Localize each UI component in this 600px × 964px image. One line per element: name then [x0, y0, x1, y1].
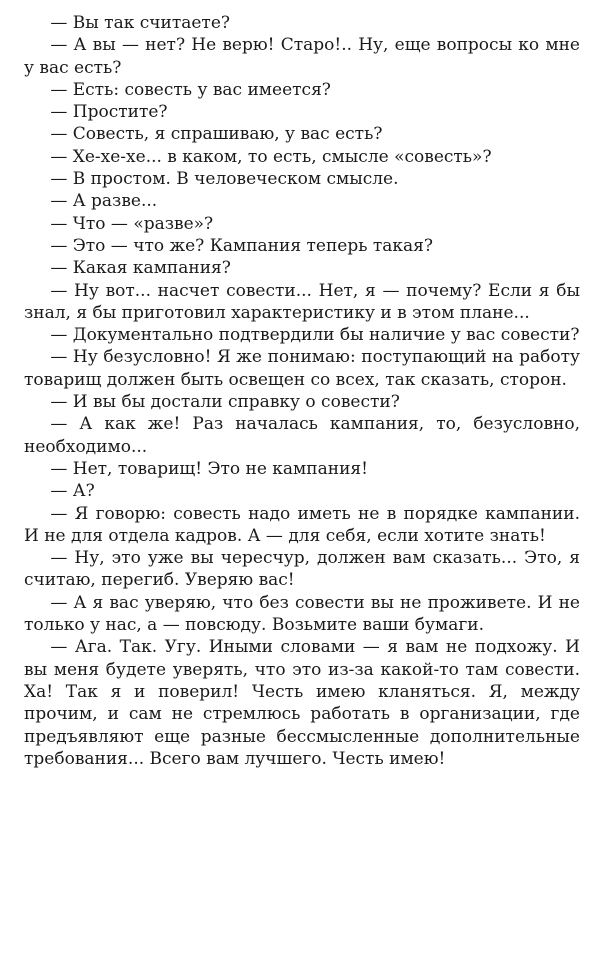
paragraph: — Ну безусловно! Я же понимаю: поступающий на работу товарищ должен быть освещен со всех, так сказать, сторон.	[24, 347, 580, 390]
paragraph: — Это — что же? Кампания теперь такая?	[50, 235, 434, 256]
paragraph: — Я говорю: совесть надо иметь не в порядке кампании. И не для отдела кадров. А — для себя, если хотите знать!	[24, 503, 580, 546]
paragraph: — И вы бы достали справку о совести?	[50, 392, 400, 413]
paragraph: — А разве...	[50, 191, 158, 212]
paragraph: — Документально подтвердили бы наличие у вас совести?	[50, 325, 580, 346]
paragraph: — Нет, товарищ! Это не кампания!	[50, 458, 368, 479]
paragraph: — Простите?	[50, 102, 168, 123]
paragraph: — Какая кампания?	[50, 258, 231, 279]
paragraph: — Что — «разве»?	[50, 213, 214, 234]
paragraph: — Есть: совесть у вас имеется?	[50, 79, 331, 100]
paragraph: — Совесть, я спрашиваю, у вас есть?	[50, 124, 383, 145]
paragraph: — Ну, это уже вы чересчур, должен вам сказать... Это, я считаю, перегиб. Уверяю вас!	[24, 548, 580, 591]
paragraph: — Ну вот... насчет совести... Нет, я — почему? Если я бы знал, я бы приготовил характеристику и в этом плане...	[24, 280, 580, 323]
paragraph: — Ага. Так. Угу. Иными словами — я вам не подхожу. И вы меня будете уверять, что это из-за какой-то там совести. Ха! Так я и поверил! Честь имею кланяться. Я, между прочим, и сам не стремлюсь работать в организации, где предъявляют еще разные бессмысленные дополнительные требования... Всего вам лучшего. Честь имею!	[24, 637, 580, 769]
paragraph: — А я вас уверяю, что без совести вы не проживете. И не только у нас, а — повсюду. Возьмите ваши бумаги.	[24, 592, 580, 636]
paragraph: — Вы так считаете?	[50, 13, 231, 33]
paragraph: — А вы — нет? Не верю! Старо!.. Ну, еще вопросы ко мне у вас есть?	[24, 35, 580, 78]
paragraph: — В простом. В человеческом смысле.	[50, 169, 399, 190]
paragraph: — Хе-хе-хе... в каком, то есть, смысле «совесть»?	[50, 146, 492, 167]
dialogue-text	[24, 12, 580, 770]
paragraph: — А?	[50, 481, 95, 502]
paragraph: — А как же! Раз началась кампания, то, безусловно, необходимо...	[24, 414, 580, 457]
